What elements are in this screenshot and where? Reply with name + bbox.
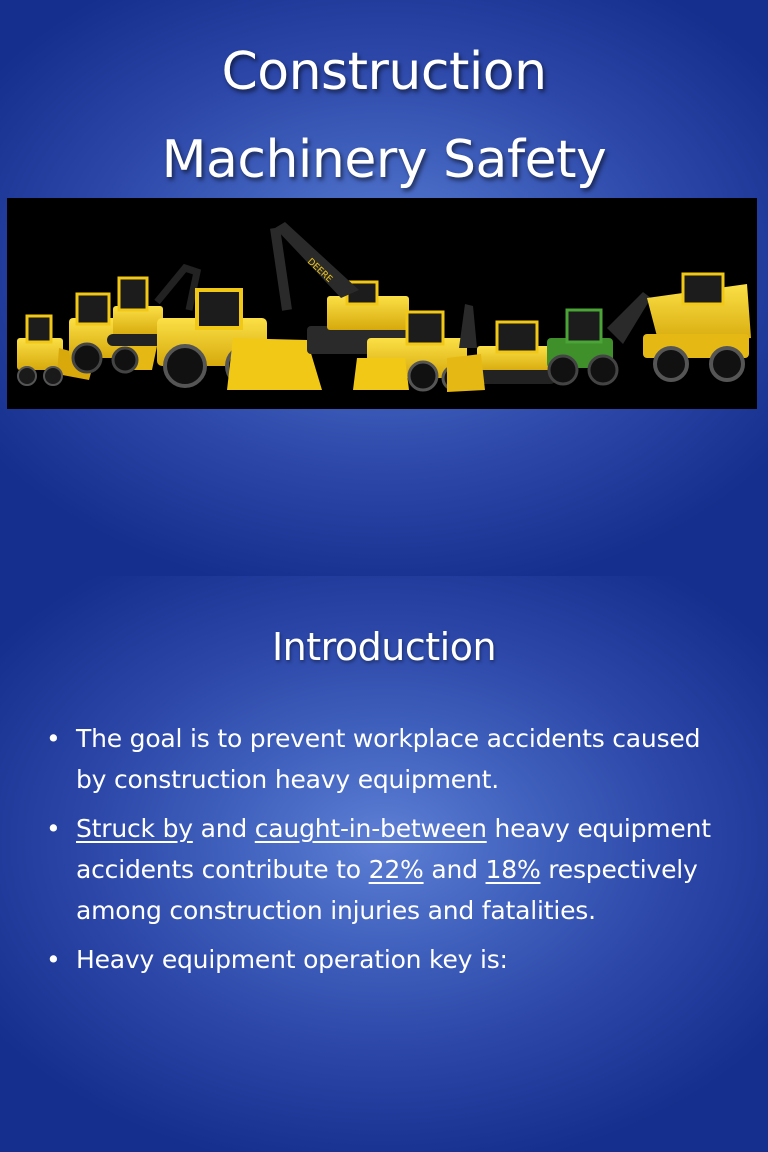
struck-by-text: Struck by [76,814,193,843]
percent-22-text: 22% [368,855,424,884]
bullet-statistics [44,808,724,931]
bullet-text: heavy equipment accidents contribute to [76,814,711,884]
green-forestry-machine [547,292,651,384]
caught-in-between-text: caught-in-between [254,814,487,843]
large-excavator-machine [275,222,427,354]
slide-title [0,28,768,204]
slide-title: Introduction [271,625,497,669]
bullet-list [44,718,724,988]
articulated-hauler-machine [643,274,751,380]
machinery-photo [7,198,757,409]
bullet-text: and [423,855,486,884]
deere-text: DEERE [304,256,334,285]
wheel-loader-machine [157,290,322,390]
bullet-key-operation: • Heavy equipment operation key is: [44,939,724,980]
bullet-text: and [192,814,255,843]
title-line-1: Construction [221,42,547,102]
bullet-text: respectively among construction injuries and fatalities. [76,855,698,925]
bullet-goal: • The goal is to prevent workplace accidents caused by construction heavy equipment. [44,718,724,800]
introduction-slide [0,576,768,1152]
title-line-2: Machinery Safety [161,130,607,190]
percent-18-text: 18% [485,855,541,884]
